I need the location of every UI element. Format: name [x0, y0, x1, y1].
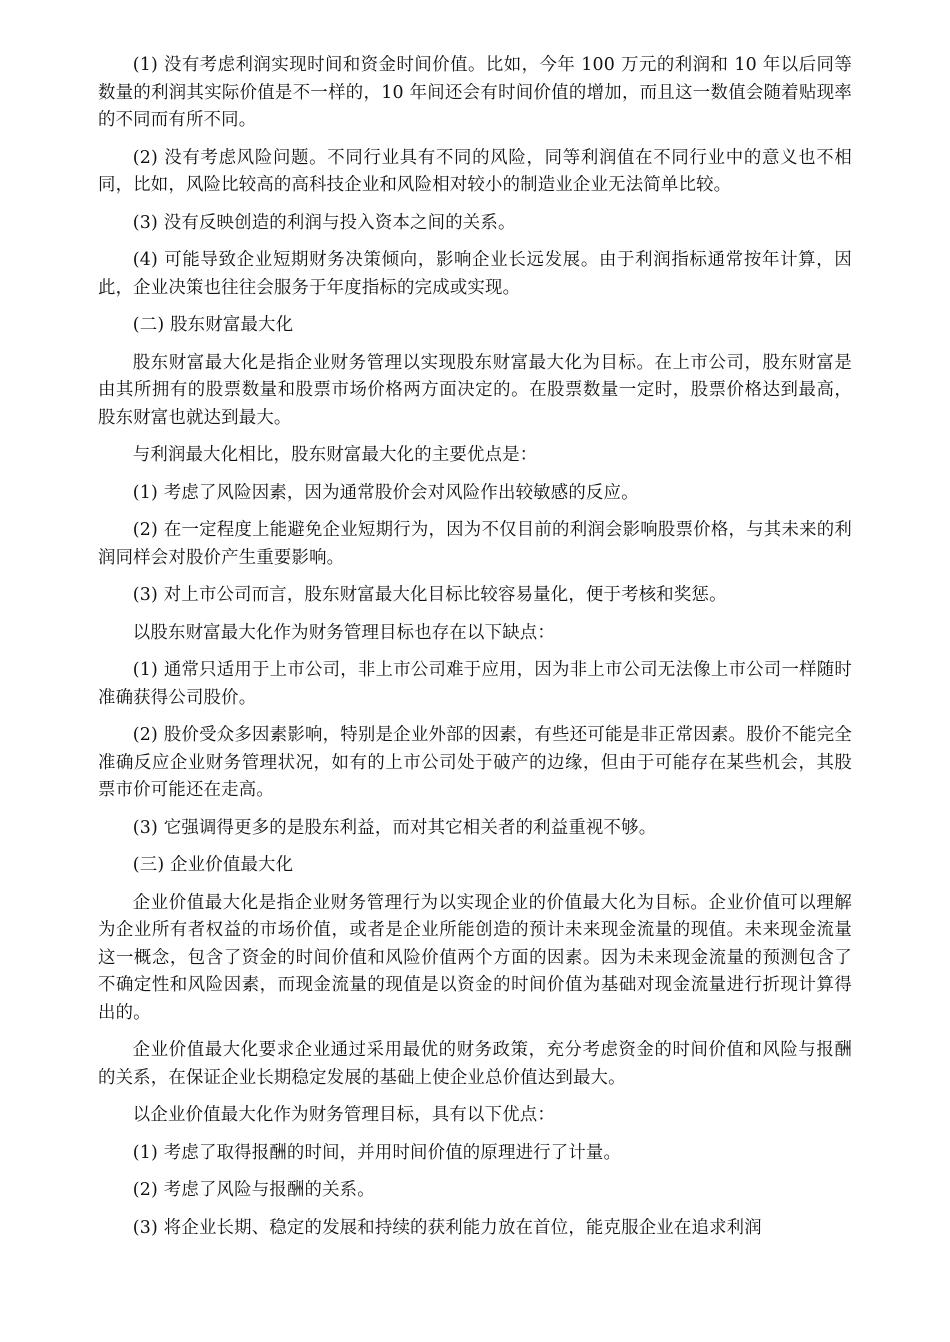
section-heading-shareholder-wealth: (二) 股东财富最大化 [132, 315, 294, 335]
paragraph-shareholder-advantage-2: (2) 在一定程度上能避免企业短期行为，因为不仅目前的利润会影响股票价格，与其未来的利润同样会对股价产生重要影响。 [98, 520, 852, 568]
paragraph-enterprise-advantage-3: (3) 将企业长期、稳定的发展和持续的获利能力放在首位，能克服企业在追求利润 [132, 1217, 762, 1238]
paragraph-profit-drawback-1: (1) 没有考虑利润实现时间和资金时间价值。比如，今年 100 万元的利润和 10 年以后同等数量的利润其实际价值是不一样的，10 年间还会有时间价值的增加，而且这一数值会随着贴现率的不同而有所不同。 [98, 55, 852, 130]
paragraph-shareholder-advantage-3: (3) 对上市公司而言，股东财富最大化目标比较容易量化，便于考核和奖惩。 [132, 585, 727, 605]
paragraph-shareholder-advantages-intro: 与利润最大化相比，股东财富最大化的主要优点是： [132, 445, 538, 465]
paragraph-profit-drawback-3: (3) 没有反映创造的利润与投入资本之间的关系。 [132, 212, 516, 233]
paragraph-profit-drawback-4: (4) 可能导致企业短期财务决策倾向，影响企业长远发展。由于利润指标通常按年计算，因此，企业决策也往往会服务于年度指标的完成或实现。 [98, 250, 852, 298]
paragraph-shareholder-drawback-2: (2) 股价受众多因素影响，特别是企业外部的因素，有些还可能是非正常因素。股价不能完全准确反应企业财务管理状况，如有的上市公司处于破产的边缘，但由于可能存在某些机会，其股票市价可能还在走高。 [98, 725, 852, 800]
paragraph-shareholder-wealth-definition: 股东财富最大化是指企业财务管理以实现股东财富最大化为目标。在上市公司，股东财富是由其所拥有的股票数量和股票市场价格两方面决定的。在股票数量一定时，股票价格达到最高，股东财富也就达到最大。 [98, 352, 852, 428]
paragraph-shareholder-drawback-1: (1) 通常只适用于上市公司，非上市公司难于应用，因为非上市公司无法像上市公司一样随时准确获得公司股价。 [98, 660, 852, 708]
paragraph-enterprise-advantages-intro: 以企业价值最大化作为财务管理目标，具有以下优点： [132, 1105, 555, 1125]
paragraph-enterprise-value-definition: 企业价值最大化是指企业财务管理行为以实现企业的价值最大化为目标。企业价值可以理解为企业所有者权益的市场价值，或者是企业所能创造的预计未来现金流量的现值。未来现金流量这一概念，包含了资金的时间价值和风险价值两个方面的因素。因为未来现金流量的预测包含了不确定性和风险因素，而现金流量的现值是以资金的时间价值为基础对现金流量进行折现计算得出的。 [98, 892, 852, 1023]
paragraph-profit-drawback-2: (2) 没有考虑风险问题。不同行业具有不同的风险，同等利润值在不同行业中的意义也不相同，比如，风险比较高的高科技企业和风险相对较小的制造业企业无法简单比较。 [98, 147, 852, 195]
paragraph-shareholder-drawbacks-intro: 以股东财富最大化作为财务管理目标也存在以下缺点： [132, 622, 555, 643]
paragraph-enterprise-advantage-1: (1) 考虑了取得报酬的时间，并用时间价值的原理进行了计量。 [132, 1142, 622, 1163]
paragraph-shareholder-drawback-3: (3) 它强调得更多的是股东利益，而对其它相关者的利益重视不够。 [132, 817, 657, 838]
document-page [98, 52, 852, 1252]
paragraph-enterprise-advantage-2: (2) 考虑了风险与报酬的关系。 [132, 1180, 375, 1200]
paragraph-shareholder-advantage-1: (1) 考虑了风险因素，因为通常股价会对风险作出较敏感的反应。 [132, 482, 639, 503]
paragraph-enterprise-value-requirement: 企业价值最大化要求企业通过采用最优的财务政策，充分考虑资金的时间价值和风险与报酬的关系，在保证企业长期稳定发展的基础上使企业总价值达到最大。 [98, 1040, 852, 1088]
section-heading-enterprise-value: (三) 企业价值最大化 [132, 855, 294, 875]
